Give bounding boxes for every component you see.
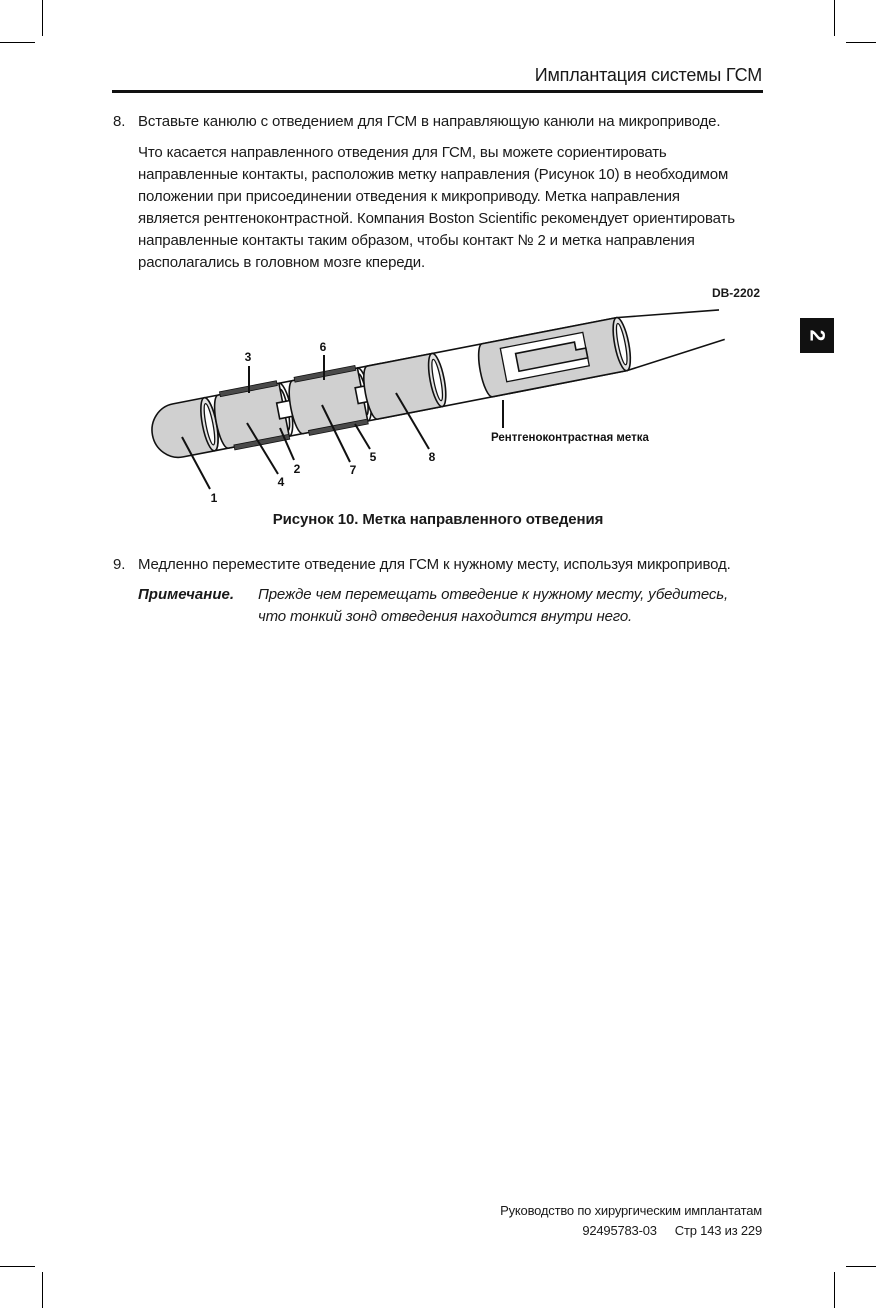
paragraph-line: располагались в головном мозге кпереди. <box>138 254 425 271</box>
ring-contact-8 <box>360 352 449 420</box>
paragraph-line: Что касается направленного отведения для ГСМ, вы можете сориентировать <box>138 144 667 161</box>
footer-page-number: Стр 143 из 229 <box>674 1223 762 1238</box>
callout-label-7: 7 <box>349 463 357 477</box>
paragraph-line: является рентгеноконтрастной. Компания Boston Scientific рекомендует ориентировать <box>138 210 735 227</box>
paragraph-line: положении при присоединении отведения к микроприводу. Метка направления <box>138 188 680 205</box>
callout-label-2: 2 <box>293 462 301 476</box>
paragraph-line: направленные контакты, расположив метку направления (Рисунок 10) в необходимом <box>138 166 729 183</box>
radiopaque-marker <box>475 316 634 398</box>
crop-mark <box>0 1266 35 1267</box>
footer-doc-info <box>582 1222 762 1240</box>
page-header-title: Имплантация системы ГСМ <box>534 65 762 85</box>
step-9-text: Медленно переместите отведение для ГСМ к нужному месту, используя микропривод. <box>138 556 731 573</box>
crop-mark <box>846 42 876 43</box>
callout-label-6: 6 <box>319 340 327 354</box>
note-text <box>258 584 728 628</box>
crop-mark <box>846 1266 876 1267</box>
lead-tip <box>147 396 221 461</box>
paragraph-line: направленные контакты таким образом, чтобы контакт № 2 и метка направления <box>138 232 695 249</box>
callout-label-3: 3 <box>244 350 252 364</box>
note-label: Примечание. <box>138 586 234 603</box>
footer-doc-number: 92495783-03 <box>582 1223 657 1238</box>
crop-mark <box>834 1272 835 1308</box>
callout-label-4: 4 <box>277 475 285 489</box>
crop-mark <box>834 0 835 36</box>
callout-leader-5 <box>355 424 370 449</box>
callout-label-8: 8 <box>428 450 436 464</box>
figure-id-label: DB-2202 <box>711 286 760 300</box>
figure-10-illustration <box>0 280 876 510</box>
crop-mark <box>0 42 35 43</box>
callout-label-marker: Рентгеноконтрастная метка <box>491 432 649 444</box>
step-8-text: Вставьте канюлю с отведением для ГСМ в направляющую канюли на микроприводе. <box>138 113 721 130</box>
chapter-tab-label: 2 <box>805 329 829 342</box>
segmented-contact-b <box>285 364 376 438</box>
crop-mark <box>42 0 43 36</box>
header-rule <box>112 90 763 93</box>
footer-manual-title: Руководство по хирургическим имплантатам <box>500 1203 762 1218</box>
step-9-number: 9. <box>113 556 126 573</box>
note-line: Прежде чем перемещать отведение к нужному месту, убедитесь, <box>258 586 728 603</box>
callout-label-5: 5 <box>369 450 377 464</box>
segmented-contact-a <box>211 379 298 453</box>
crop-mark <box>42 1272 43 1308</box>
callout-label-1: 1 <box>210 491 218 505</box>
figure-caption: Рисунок 10. Метка направленного отведения <box>272 511 604 528</box>
step-8-paragraph <box>138 142 735 274</box>
note-line: что тонкий зонд отведения находится внутри него. <box>258 608 633 625</box>
step-8-number: 8. <box>113 113 126 130</box>
